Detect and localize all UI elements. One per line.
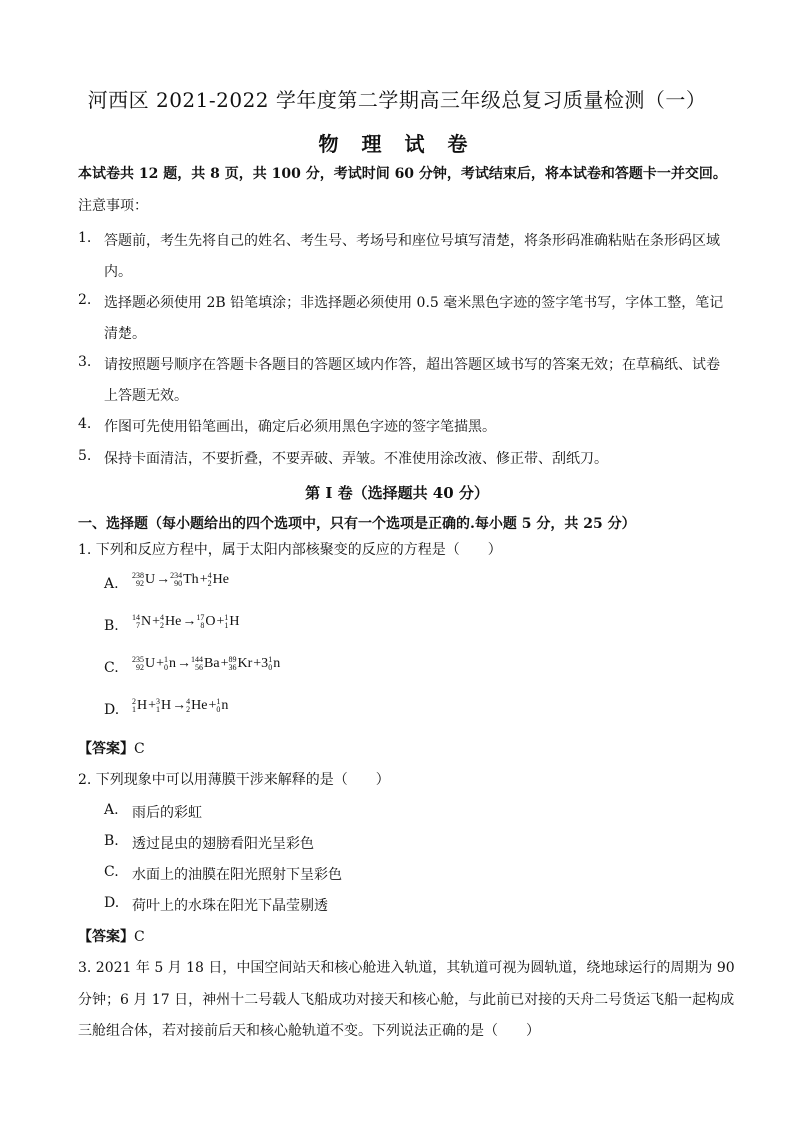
element-symbol: Ba <box>204 656 220 672</box>
element-symbol: n <box>221 698 229 714</box>
mass-number: 17 <box>196 613 205 622</box>
mass-number: 144 <box>191 655 204 664</box>
question-stem: 3. 2021 年 5 月 18 日，中国空间站天和核心舱进入轨道，其轨道可视为圆轨道，绕地球运行的周期为 90 <box>78 960 735 976</box>
element-symbol: Kr <box>237 656 253 672</box>
option-text: 荷叶上的水珠在阳光下晶莹剔透 <box>132 898 328 914</box>
formula-operator: +3 <box>253 656 269 672</box>
section-title: 第 I 卷（选择题共 40 分） <box>305 484 489 502</box>
note-text: 请按照题号顺序在答题卡各题目的答题区域内作答，超出答题区域书写的答案无效；在草稿纸、试卷 <box>104 357 720 373</box>
answer-label: 【答案】 <box>78 741 134 757</box>
element-symbol: He <box>165 614 182 630</box>
mass-number: 234 <box>170 571 183 580</box>
atomic-number: 0 <box>216 705 221 714</box>
mass-number: 1 <box>268 655 273 664</box>
question-stem-cont: 分钟；6 月 17 日，神州十二号载人飞船成功对接天和核心舱，与此前已对接的天舟二号货运飞船一起构成 <box>78 992 735 1008</box>
option-formula <box>132 656 281 672</box>
nuclide <box>156 698 171 714</box>
page-title: 河西区 2021-2022 学年度第二学期高三年级总复习质量检测（一） <box>87 88 707 112</box>
nuclide <box>224 614 239 630</box>
atomic-number: 92 <box>136 579 144 588</box>
note-text-cont: 内。 <box>104 264 132 280</box>
formula-operator: + <box>148 698 157 714</box>
atomic-number: 7 <box>136 621 140 630</box>
option-letter: A. <box>104 802 119 818</box>
option-text: 透过昆虫的翅膀看阳光呈彩色 <box>132 836 314 852</box>
option-letter: B. <box>104 833 119 849</box>
nuclide <box>268 656 280 672</box>
nuclide <box>132 572 155 588</box>
nuclide <box>170 572 199 588</box>
atomic-number: 1 <box>132 705 136 714</box>
question-stem: 2. 下列现象中可以用薄膜干涉来解释的是（ ） <box>78 772 390 788</box>
page-subtitle: 物 理 试 卷 <box>318 132 476 156</box>
nuclide <box>164 656 176 672</box>
element-symbol: He <box>191 698 208 714</box>
mass-number: 3 <box>156 697 161 706</box>
mass-number: 2 <box>132 697 136 706</box>
mass-number: 238 <box>132 571 144 580</box>
atomic-number: 0 <box>164 663 169 672</box>
option-formula <box>132 572 230 588</box>
atomic-number: 2 <box>186 705 191 714</box>
mass-number: 89 <box>228 655 237 664</box>
nuclide <box>229 656 253 672</box>
element-symbol: O <box>205 614 216 630</box>
option-formula <box>132 698 229 714</box>
note-number: 3. <box>78 354 92 370</box>
option-letter: B. <box>104 618 119 634</box>
nuclide <box>132 614 151 630</box>
formula-operator: → <box>182 614 197 630</box>
atomic-number: 90 <box>174 579 183 588</box>
atomic-number: 36 <box>228 663 237 672</box>
exam-intro: 本试卷共 12 题，共 8 页，共 100 分，考试时间 60 分钟，考试结束后，将本试卷和答题卡一并交回。 <box>78 166 727 182</box>
element-symbol: Th <box>183 572 199 588</box>
notes-heading: 注意事项： <box>78 198 148 214</box>
option-letter: A. <box>104 576 119 592</box>
nuclide <box>132 698 147 714</box>
note-number: 2. <box>78 292 92 308</box>
nuclide <box>216 698 228 714</box>
note-number: 4. <box>78 416 92 432</box>
formula-operator: + <box>220 656 229 672</box>
nuclide <box>132 656 155 672</box>
note-text: 作图可先使用铅笔画出，确定后必须用黑色字迹的签字笔描黑。 <box>104 419 496 435</box>
note-text: 答题前，考生先将自己的姓名、考生号、考场号和座位号填写清楚，将条形码准确粘贴在条形码区域 <box>104 233 720 249</box>
nuclide <box>191 656 220 672</box>
note-text: 保持卡面清洁，不要折叠，不要弄破、弄皱。不准使用涂改液、修正带、刮纸刀。 <box>104 451 608 467</box>
note-text: 选择题必须使用 2B 铅笔填涂；非选择题必须使用 0.5 毫米黑色字迹的签字笔书写，字体工整，笔记 <box>104 295 724 311</box>
mass-number: 4 <box>207 571 212 580</box>
option-formula <box>132 614 241 630</box>
note-text-cont: 清楚。 <box>104 326 146 342</box>
nuclide <box>208 572 229 588</box>
atomic-number: 2 <box>207 579 212 588</box>
answer-label: 【答案】 <box>78 929 134 945</box>
element-symbol: U <box>145 572 156 588</box>
option-letter: C. <box>104 864 119 880</box>
mass-number: 14 <box>132 613 140 622</box>
element-symbol: H <box>229 614 240 630</box>
mass-number: 4 <box>186 697 191 706</box>
option-letter: D. <box>104 702 120 718</box>
formula-operator: + <box>199 572 208 588</box>
note-number: 1. <box>78 230 92 246</box>
formula-operator: + <box>152 614 161 630</box>
element-symbol: He <box>212 572 229 588</box>
element-symbol: N <box>141 614 152 630</box>
note-number: 5. <box>78 448 92 464</box>
formula-operator: + <box>156 656 165 672</box>
atomic-number: 8 <box>200 621 205 630</box>
note-text-cont: 上答题无效。 <box>104 388 188 404</box>
answer-value: C <box>134 929 145 945</box>
option-text: 雨后的彩虹 <box>132 805 202 821</box>
question-stem: 1. 下列和反应方程中，属于太阳内部核聚变的反应的方程是（ ） <box>78 542 502 558</box>
option-letter: C. <box>104 660 119 676</box>
answer <box>78 738 145 758</box>
answer-value: C <box>134 741 145 757</box>
formula-operator: → <box>177 656 192 672</box>
part-heading: 一、选择题（每小题给出的四个选项中，只有一个选项是正确的.每小题 5 分，共 25 分） <box>78 516 636 532</box>
nuclide <box>186 698 207 714</box>
atomic-number: 0 <box>268 663 273 672</box>
element-symbol: H <box>161 698 172 714</box>
nuclide <box>160 614 181 630</box>
element-symbol: n <box>273 656 281 672</box>
mass-number: 235 <box>132 655 144 664</box>
nuclide <box>196 614 215 630</box>
formula-operator: + <box>208 698 217 714</box>
answer <box>78 926 145 946</box>
mass-number: 1 <box>224 613 229 622</box>
option-text: 水面上的油膜在阳光照射下呈彩色 <box>132 867 342 883</box>
mass-number: 4 <box>160 613 165 622</box>
question-stem-cont: 三舱组合体，若对接前后天和核心舱轨道不变。下列说法正确的是（ ） <box>78 1023 540 1039</box>
element-symbol: H <box>137 698 148 714</box>
atomic-number: 56 <box>195 663 204 672</box>
mass-number: 1 <box>216 697 221 706</box>
atomic-number: 1 <box>156 705 161 714</box>
formula-operator: → <box>172 698 187 714</box>
atomic-number: 1 <box>224 621 229 630</box>
option-letter: D. <box>104 895 120 911</box>
atomic-number: 92 <box>136 663 144 672</box>
mass-number: 1 <box>164 655 169 664</box>
element-symbol: U <box>145 656 156 672</box>
element-symbol: n <box>169 656 177 672</box>
atomic-number: 2 <box>160 621 165 630</box>
formula-operator: → <box>156 572 171 588</box>
formula-operator: + <box>216 614 225 630</box>
